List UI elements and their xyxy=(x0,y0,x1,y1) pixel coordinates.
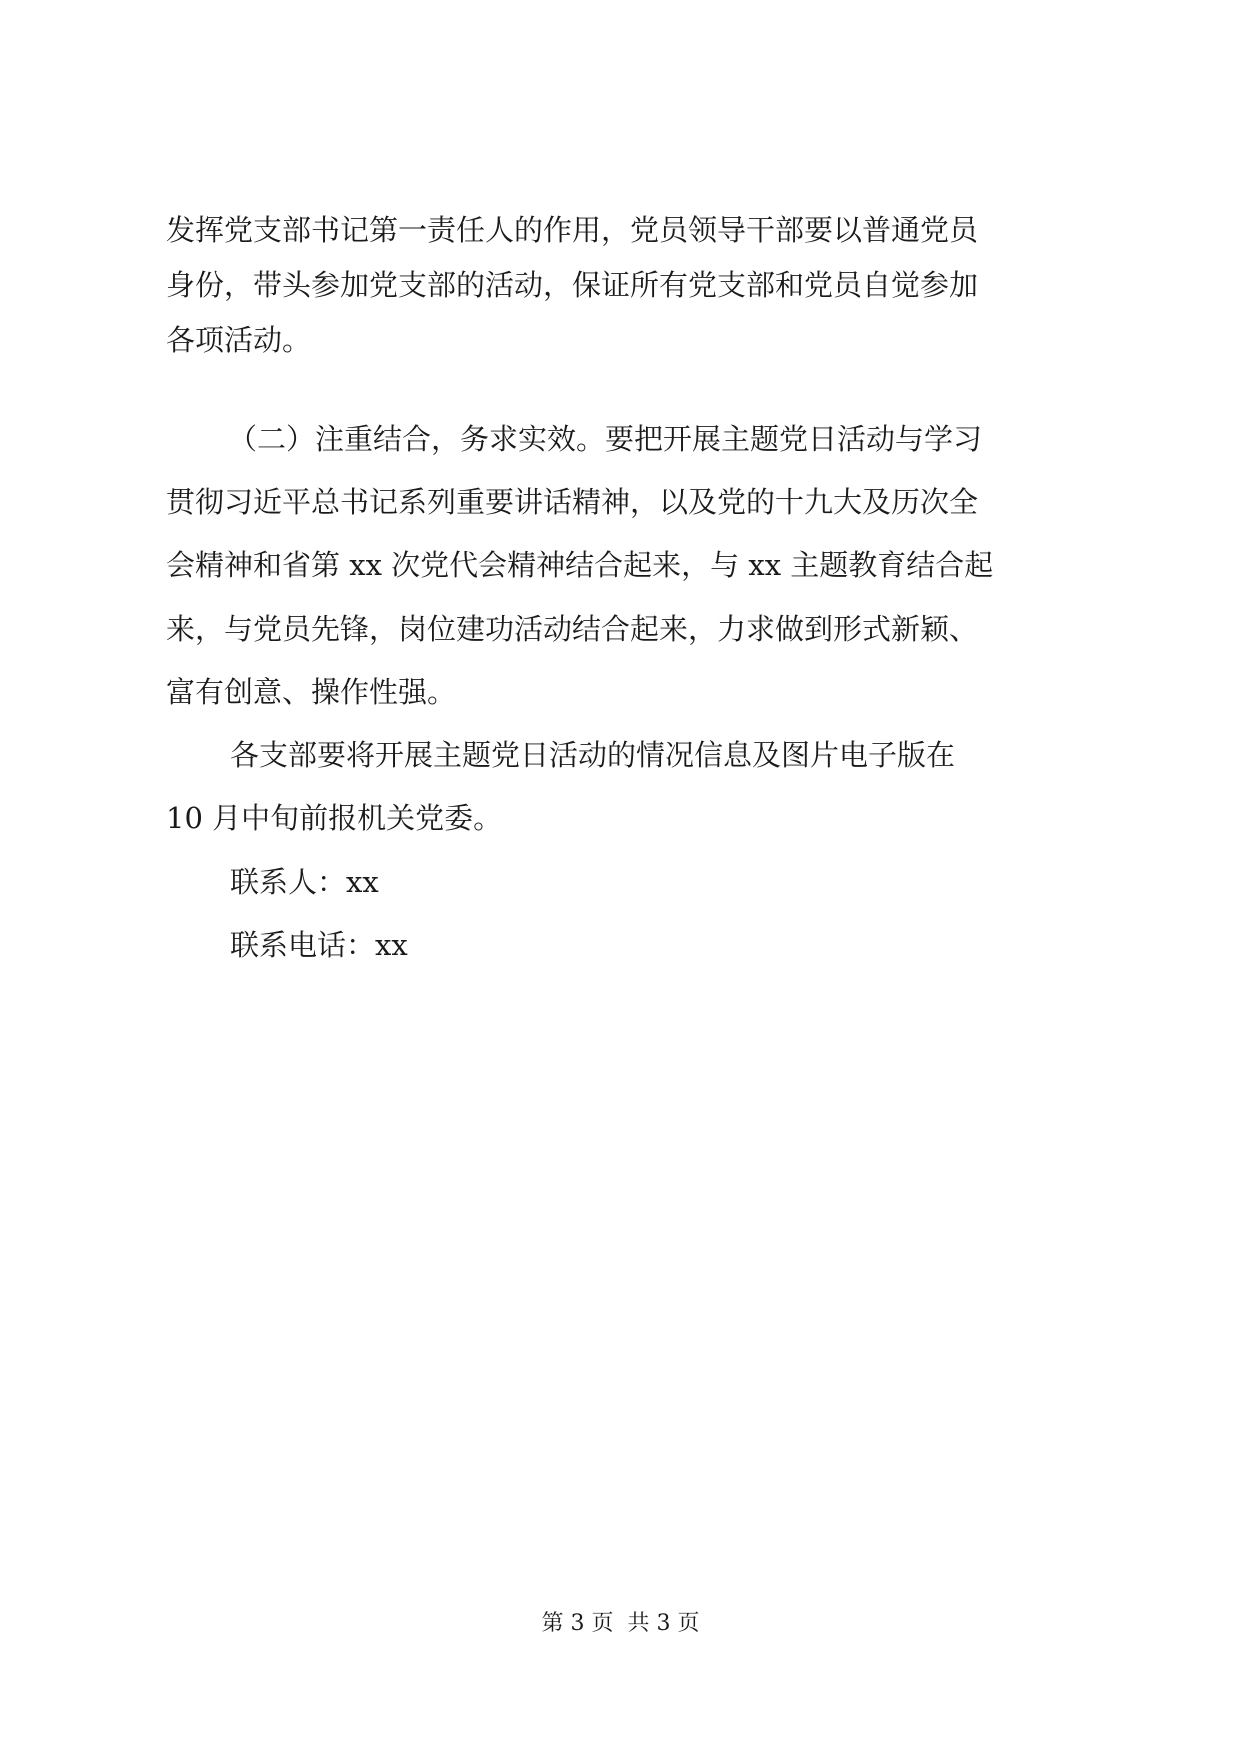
paragraph-line: 10 月中旬前报机关党委。 xyxy=(166,801,503,835)
paragraph-line: 会精神和省第 xx 次党代会精神结合起来，与 xx 主题教育结合起 xyxy=(166,548,994,582)
paragraph-line: 来，与党员先锋，岗位建功活动结合起来，力求做到形式新颖、 xyxy=(166,612,979,646)
paragraph-line: 贯彻习近平总书记系列重要讲话精神，以及党的十九大及历次全 xyxy=(166,485,979,519)
paragraph-line: 各支部要将开展主题党日活动的情况信息及图片电子版在 xyxy=(230,738,956,772)
paragraph-line: 富有创意、操作性强。 xyxy=(166,675,457,709)
paragraph-line: （二）注重结合，务求实效。要把开展主题党日活动与学习 xyxy=(228,422,983,456)
page-number: 第 3 页 xyxy=(541,1611,614,1636)
paragraph-line: 各项活动。 xyxy=(166,323,312,357)
page-footer xyxy=(0,1610,1241,1638)
paragraph-line: 发挥党支部书记第一责任人的作用，党员领导干部要以普通党员 xyxy=(166,213,979,247)
paragraph-line: 身份，带头参加党支部的活动，保证所有党支部和党员自觉参加 xyxy=(166,268,979,302)
contact-person: 联系人：xx xyxy=(230,865,379,899)
page-total: 共 3 页 xyxy=(627,1611,700,1636)
contact-phone: 联系电话：xx xyxy=(230,928,408,962)
